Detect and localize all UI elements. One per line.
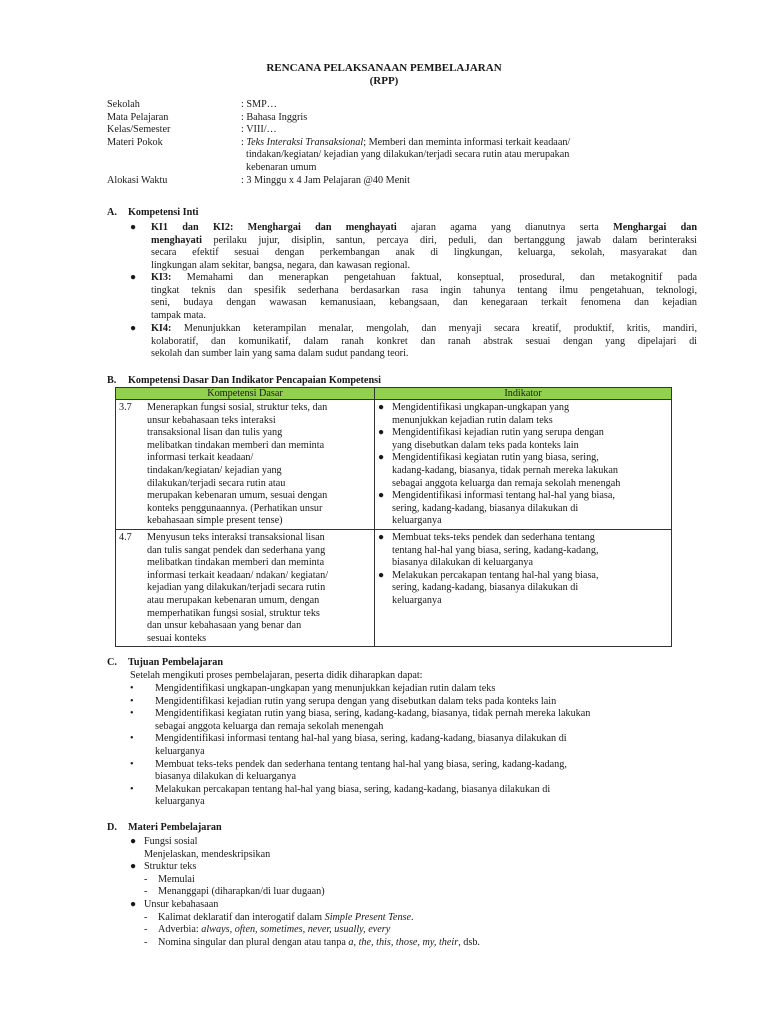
bullet-icon: • xyxy=(130,783,134,795)
ki1-text: ajaran agama yang dianutnya serta xyxy=(411,222,599,233)
kd-line: unsur kebahasaan teks interaksi xyxy=(147,414,276,426)
identity-key: Alokasi Waktu xyxy=(107,174,168,186)
text-run: , dsb. xyxy=(458,936,480,948)
indicator-item xyxy=(378,490,668,528)
tujuan-list xyxy=(130,683,700,809)
section-title: Kompetensi Dasar Dan Indikator Pencapaian Kompetensi xyxy=(128,375,381,386)
list-line: Memulai xyxy=(158,873,195,885)
ki4-paragraph xyxy=(151,323,697,361)
spacer xyxy=(107,162,241,175)
section-title: Tujuan Pembelajaran xyxy=(128,657,223,668)
text-run: Adverbia: xyxy=(158,924,202,936)
kd-line: dan tulis sangat pendek dan sederhana yang xyxy=(147,544,326,556)
identity-value: : VIII/… xyxy=(241,124,277,136)
list-item xyxy=(130,912,700,925)
list-item xyxy=(130,708,700,733)
list-line: Menanggapi (diharapkan/di luar dugaan) xyxy=(158,886,325,898)
list-item xyxy=(130,733,700,758)
indicator-cell xyxy=(375,530,672,647)
section-letter: D. xyxy=(107,822,117,833)
kd-line: dan unsur kebahasaan yang benar dan xyxy=(147,620,302,632)
kd-line: Menerapkan fungsi sosial, struktur teks, dan xyxy=(147,402,328,413)
kd-line: merupakan kebenaran umum, sesuai dengan xyxy=(147,490,328,502)
text-run: Simple Present Tense xyxy=(324,911,412,923)
indicator-item xyxy=(378,452,668,490)
tujuan-intro: Setelah mengikuti proses pembelajaran, peserta didik diharapkan dapat: xyxy=(130,670,423,681)
bullet-icon: ● xyxy=(378,402,385,413)
identity-row xyxy=(107,99,667,112)
kd-indicator-table xyxy=(115,387,672,647)
materi-line2: tindakan/kegiatan/ kejadian yang dilakukan/terjadi secara rutin atau merupakan xyxy=(246,149,570,161)
ki3-bold: KI3: xyxy=(151,272,172,283)
kd-line: sesuai konteks xyxy=(147,632,207,644)
kd-cell xyxy=(116,530,375,647)
kd-line: melibatkan tindakan memberi dan meminta xyxy=(147,439,325,451)
bullet-icon: ● xyxy=(378,490,385,502)
kd-line: atau merupakan kebenaran umum, dengan xyxy=(147,594,320,606)
list-item xyxy=(130,886,700,899)
ki3-text: seni, budaya dengan wawasan kemanusiaan, kebangsaan, dan kenegaraan terkait fenomena dan kejadian xyxy=(151,297,697,309)
bullet-icon: ● xyxy=(130,898,137,910)
bullet-icon: ● xyxy=(378,427,385,439)
section-title: Kompetensi Inti xyxy=(128,207,199,218)
bullet-icon: ● xyxy=(378,569,385,581)
indicator-line: sering, kadang-kadang, biasanya dilakukan di xyxy=(392,582,579,594)
section-heading-b xyxy=(107,375,381,388)
kd-number: 3.7 xyxy=(119,402,132,413)
list-item xyxy=(130,874,700,887)
indicator-line: Mengidentifikasi informasi tentang hal-hal yang biasa, xyxy=(392,490,615,502)
materi-line1: ; Memberi dan meminta informasi terkait keadaan/ xyxy=(363,136,571,148)
table-header-indikator: Indikator xyxy=(375,388,672,400)
list-line: Struktur teks xyxy=(144,861,197,873)
list-line: Mengidentifikasi ungkapan-ungkapan yang menunjukkan kejadian rutin dalam teks xyxy=(155,683,496,694)
identity-key: Materi Pokok xyxy=(107,136,163,148)
materi-line3: kebenaran umum xyxy=(246,161,317,173)
list-item xyxy=(130,836,700,849)
dash-icon: - xyxy=(144,911,148,923)
bullet-icon: ● xyxy=(130,272,137,283)
materi-list xyxy=(130,836,700,949)
list-item xyxy=(130,924,700,937)
indicator-line: sering, kadang-kadang, biasanya dilakukan di xyxy=(392,502,579,514)
list-item xyxy=(130,759,700,784)
ki1-text: lingkungan alam sekitar, bangsa, negara, dan kawasan regional. xyxy=(151,259,410,271)
bullet-icon: • xyxy=(130,758,134,770)
indicator-line: menunjukkan kejadian rutin dalam teks xyxy=(392,414,553,426)
section-letter: A. xyxy=(107,207,117,218)
identity-value: : SMP… xyxy=(241,99,277,110)
indicator-line: Membuat teks-teks pendek dan sederhana tentang xyxy=(392,532,595,543)
indicator-line: Mengidentifikasi kejadian rutin yang serupa dengan xyxy=(392,427,604,439)
kd-number: 4.7 xyxy=(119,532,132,543)
list-line xyxy=(158,937,480,950)
section-letter: C. xyxy=(107,657,117,668)
identity-block xyxy=(107,99,667,187)
ki3-text: Memahami dan menerapkan pengetahuan faktual, konseptual, prosedural, dan metakognitif pada xyxy=(186,272,698,283)
kd-text xyxy=(147,532,328,645)
list-line xyxy=(158,912,414,925)
list-line: sebagai anggota keluarga dan remaja sekolah menengah xyxy=(155,720,384,732)
bullet-icon: ● xyxy=(130,222,137,233)
indicator-line: Mengidentifikasi ungkapan-ungkapan yang xyxy=(392,402,570,413)
document-title: RENCANA PELAKSANAAN PEMBELAJARAN xyxy=(266,62,502,74)
ki3-text: tampak mata. xyxy=(151,309,206,321)
text-run: Kalimat deklaratif dan interogatif dalam xyxy=(158,911,325,923)
identity-row-materi xyxy=(107,137,667,150)
bullet-icon: ● xyxy=(378,452,385,464)
kd-line: melibatkan tindakan memberi dan meminta xyxy=(147,557,325,569)
kd-text xyxy=(147,402,327,528)
text-run: Nomina singular dan plural dengan atau tanpa xyxy=(158,936,349,948)
indicator-line: yang disebutkan dalam teks pada konteks lain xyxy=(392,439,579,451)
list-item xyxy=(130,937,700,950)
ki1-bold: menghayati xyxy=(151,234,202,246)
identity-value: : 3 Minggu x 4 Jam Pelajaran @40 Menit xyxy=(241,174,410,186)
dash-icon: - xyxy=(144,936,148,948)
list-item xyxy=(130,683,700,696)
list-line: Membuat teks-teks pendek dan sederhana tentang tentang hal-hal yang biasa, sering, kadang-kadang, xyxy=(155,758,567,770)
kd-line: kebahasaan simple present tense) xyxy=(147,515,283,527)
ki3-text: tingkat teknis dan spesifik sederhana berdasarkan rasa ingin tahunya tentang ilmu pengetahuan, teknologi, xyxy=(151,284,697,296)
bullet-icon: • xyxy=(130,733,134,745)
text-run: . xyxy=(411,911,414,923)
indicator-item xyxy=(378,570,668,608)
ki4-text: kolaboratif, dan komunikatif, dalam ranah konkret dan ranah abstrak sesuai dengan yang dipelajari di xyxy=(151,335,697,347)
bullet-icon: ● xyxy=(130,323,137,334)
list-line: Melakukan percakapan tentang hal-hal yang biasa, sering, kadang-kadang, biasanya dilakukan di xyxy=(155,783,551,795)
bullet-icon: • xyxy=(130,695,134,707)
section-heading-c xyxy=(107,657,223,670)
kd-line: tindakan/kegiatan/ kejadian yang xyxy=(147,464,282,476)
indicator-line: Melakukan percakapan tentang hal-hal yang biasa, xyxy=(392,569,599,581)
materi-italic: Teks Interaksi Transaksional xyxy=(246,136,364,148)
ki1-bold: Menghargai dan xyxy=(613,222,698,233)
identity-row xyxy=(107,149,667,162)
list-line: keluarganya xyxy=(155,796,205,808)
kd-cell xyxy=(116,400,375,530)
indicator-line: sebagai anggota keluarga dan remaja sekolah menengah xyxy=(392,477,621,489)
identity-row xyxy=(107,175,667,188)
kd-line: kejadian yang dilakukan/terjadi secara rutin xyxy=(147,582,326,594)
ki4-bold: KI4: xyxy=(151,323,172,334)
document-subtitle: (RPP) xyxy=(369,75,399,87)
table-header-row xyxy=(116,388,672,400)
indicator-line: kadang-kadang, biasanya, tidak pernah mereka lakukan xyxy=(392,464,619,476)
table-row xyxy=(116,530,672,647)
list-line: keluarganya xyxy=(155,745,205,757)
bullet-icon: • xyxy=(130,683,134,694)
materi-prefix: : xyxy=(241,136,247,148)
bullet-icon: ● xyxy=(378,532,385,543)
bullet-icon: ● xyxy=(130,861,137,873)
table-row xyxy=(116,400,672,530)
bullet-icon: • xyxy=(130,708,134,720)
list-line: Unsur kebahasaan xyxy=(144,898,219,910)
indicator-item xyxy=(378,402,668,427)
ki1-text: secara efektif sesuai dengan perkembangan anak di lingkungan, keluarga, sekolah, masyarakat dan xyxy=(151,247,697,259)
bullet-icon: ● xyxy=(130,836,137,847)
list-line: Fungsi sosial xyxy=(144,836,198,847)
dash-icon: - xyxy=(144,873,148,885)
kd-line: konteks penggunaannya. (Perhatikan unsur xyxy=(147,502,323,514)
list-line: Menjelaskan, mendeskripsikan xyxy=(144,848,271,860)
table-header-kd: Kompetensi Dasar xyxy=(116,388,375,400)
kd-line: informasi terkait keadaan/ xyxy=(147,452,254,464)
identity-key: Mata Pelajaran xyxy=(107,111,169,123)
list-line xyxy=(158,924,390,937)
list-item xyxy=(130,899,700,912)
section-heading-a xyxy=(107,207,198,220)
ki1-paragraph xyxy=(151,222,697,272)
indicator-line: Mengidentifikasi kegiatan rutin yang biasa, sering, xyxy=(392,452,599,464)
ki1-bold: KI1 dan KI2: Menghargai dan menghayati xyxy=(151,222,397,233)
identity-key: Sekolah xyxy=(107,99,140,110)
indicator-item xyxy=(378,427,668,452)
text-run: always, often, sometimes, never, usually, every xyxy=(201,924,391,936)
indicator-line: biasanya dilakukan di keluarganya xyxy=(392,557,533,569)
indicator-cell xyxy=(375,400,672,530)
section-heading-d xyxy=(107,822,222,835)
ki3-paragraph xyxy=(151,272,697,322)
list-line: Mengidentifikasi kejadian rutin yang serupa dengan yang disebutkan dalam teks pada konteks lain xyxy=(155,695,557,707)
indicator-line: tentang hal-hal yang biasa, sering, kadang-kadang, xyxy=(392,544,599,556)
spacer xyxy=(107,149,241,162)
list-item xyxy=(130,784,700,809)
ki4-text: Menunjukkan keterampilan menalar, mengolah, dan menyaji secara kreatif, produktif, kritis, mandiri, xyxy=(183,323,698,334)
indicator-item xyxy=(378,532,668,570)
list-line: Mengidentifikasi kegiatan rutin yang biasa, sering, kadang-kadang, biasanya, tidak pernah mereka lakukan xyxy=(155,708,591,720)
identity-key: Kelas/Semester xyxy=(107,124,171,136)
identity-value: : Bahasa Inggris xyxy=(241,111,308,123)
dash-icon: - xyxy=(144,886,148,898)
dash-icon: - xyxy=(144,924,148,936)
list-line: biasanya dilakukan di keluarganya xyxy=(155,771,296,783)
section-letter: B. xyxy=(107,375,117,386)
ki4-text: sekolah dan sumber lain yang sama dalam sudut pandang teori. xyxy=(151,348,409,360)
list-item xyxy=(130,861,700,874)
list-item xyxy=(130,696,700,709)
kd-line: informasi terkait keadaan/ ndakan/ kegiatan/ xyxy=(147,569,329,581)
indicator-line: keluarganya xyxy=(392,515,442,527)
indicator-line: keluarganya xyxy=(392,594,442,606)
section-title: Materi Pembelajaran xyxy=(128,822,222,833)
kd-line: dilakukan/terjadi secara rutin atau xyxy=(147,477,286,489)
identity-row xyxy=(107,124,667,137)
kd-line: Menyusun teks interaksi transaksional lisan xyxy=(147,532,325,543)
identity-value xyxy=(241,137,667,150)
kd-line: transaksional lisan dan tulis yang xyxy=(147,427,283,439)
ki1-text: perilaku jujur, disiplin, santun, percaya diri, peduli, dan bertanggung jawab dalam berinteraksi xyxy=(213,234,697,246)
identity-row xyxy=(107,112,667,125)
identity-row xyxy=(107,162,667,175)
list-line: Mengidentifikasi informasi tentang hal-hal yang biasa, sering, kadang-kadang, biasanya dilakukan di xyxy=(155,733,567,745)
kd-line: memperhatikan fungsi sosial, struktur teks xyxy=(147,607,320,619)
text-run: a, the, this, those, my, their xyxy=(348,936,459,948)
